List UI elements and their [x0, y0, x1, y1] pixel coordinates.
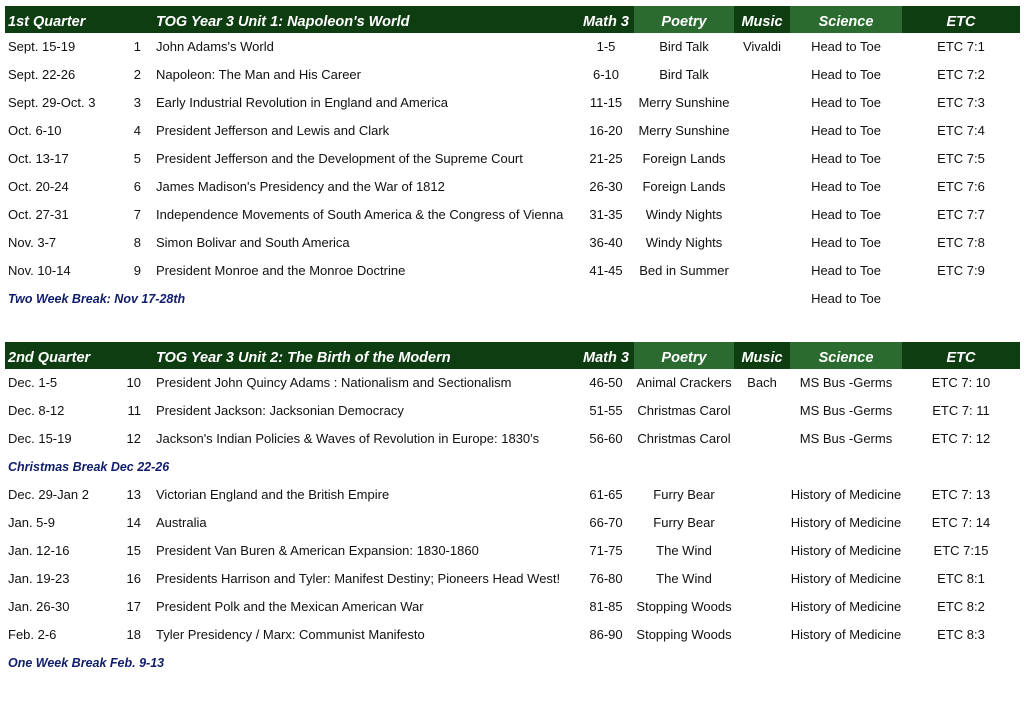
- music-composer: Vivaldi: [742, 39, 782, 54]
- table-row: [5, 509, 1020, 537]
- etc-lesson: ETC 8:1: [937, 571, 985, 586]
- math-lessons: 56-60: [589, 431, 623, 446]
- table-row: [5, 369, 1020, 397]
- q2-quarter-label: 2nd Quarter: [8, 350, 91, 366]
- etc-lesson: ETC 7: 13: [931, 487, 991, 502]
- week-date: Jan. 12-16: [8, 543, 70, 558]
- math-lessons: 31-35: [589, 207, 623, 222]
- etc-lesson: ETC 7:4: [937, 123, 985, 138]
- q2-unit-title: TOG Year 3 Unit 2: The Birth of the Modern: [156, 350, 451, 366]
- etc-lesson: ETC 7:6: [937, 179, 985, 194]
- math-lessons: 66-70: [589, 515, 623, 530]
- poetry-title: Stopping Woods: [636, 599, 732, 614]
- q1-math-header: Math 3: [583, 14, 629, 30]
- week-date: Oct. 6-10: [8, 123, 62, 138]
- science-topic: Head to Toe: [811, 151, 881, 166]
- poetry-title: Windy Nights: [645, 235, 723, 250]
- q1-schedule-table: [5, 6, 1020, 313]
- q1-quarter-label: 1st Quarter: [8, 14, 86, 30]
- week-date: Jan. 26-30: [8, 599, 70, 614]
- week-date: Oct. 27-31: [8, 207, 69, 222]
- science-topic: MS Bus -Germs: [799, 431, 893, 446]
- table-row: [5, 117, 1020, 145]
- break-label: Christmas Break Dec 22-26: [8, 460, 170, 474]
- poetry-title: Merry Sunshine: [638, 123, 730, 138]
- music-composer: [734, 89, 790, 117]
- break-row: [5, 285, 1020, 313]
- week-number: 14: [126, 515, 141, 530]
- break-label: One Week Break Feb. 9-13: [8, 656, 165, 670]
- poetry-title: The Wind: [656, 543, 712, 558]
- q2-math-header: Math 3: [583, 350, 629, 366]
- week-number: 4: [133, 123, 141, 138]
- science-topic: Head to Toe: [811, 123, 881, 138]
- etc-lesson: ETC 7:1: [937, 39, 985, 54]
- poetry-title: Bird Talk: [659, 39, 709, 54]
- etc-lesson: ETC 8:2: [937, 599, 985, 614]
- q1-music-header: Music: [741, 14, 783, 30]
- table-row: [5, 425, 1020, 453]
- music-composer: [734, 481, 790, 509]
- q2-poetry-header: Poetry: [634, 342, 734, 369]
- week-number: 17: [126, 599, 141, 614]
- etc-lesson: ETC 7: 11: [932, 403, 990, 418]
- etc-lesson: ETC 7:7: [937, 207, 985, 222]
- week-number: 8: [133, 235, 141, 250]
- table-row: [5, 565, 1020, 593]
- etc-lesson: ETC 7:5: [937, 151, 985, 166]
- week-number: 2: [133, 67, 141, 82]
- math-lessons: 21-25: [589, 151, 623, 166]
- week-number: 9: [133, 263, 141, 278]
- week-number: 11: [127, 403, 141, 418]
- table-row: [5, 481, 1020, 509]
- history-topic: Napoleon: The Man and His Career: [156, 67, 361, 82]
- table-row: [5, 621, 1020, 649]
- history-topic: President Jefferson and Lewis and Clark: [156, 123, 390, 138]
- week-date: Nov. 3-7: [8, 235, 57, 250]
- week-number: 15: [126, 543, 141, 558]
- history-topic: President John Quincy Adams : Nationalism and Sectionalism: [156, 375, 512, 390]
- history-topic: President Van Buren & American Expansion: 1830-1860: [156, 543, 479, 558]
- q2-header-row: [5, 342, 1020, 369]
- table-row: [5, 397, 1020, 425]
- week-date: Dec. 1-5: [8, 375, 58, 390]
- science-topic: History of Medicine: [790, 571, 902, 586]
- history-topic: President Jackson: Jacksonian Democracy: [156, 403, 404, 418]
- science-topic: Head to Toe: [811, 39, 881, 54]
- etc-lesson: ETC 7:8: [937, 235, 985, 250]
- week-number: 6: [133, 179, 141, 194]
- math-lessons: 6-10: [592, 67, 620, 82]
- break-row: [5, 649, 1020, 677]
- week-number: 10: [126, 375, 141, 390]
- week-number: 7: [133, 207, 141, 222]
- history-topic: Simon Bolivar and South America: [156, 235, 350, 250]
- math-lessons: 81-85: [589, 599, 623, 614]
- q1-science-header: Science: [790, 6, 902, 33]
- poetry-title: Foreign Lands: [642, 179, 726, 194]
- music-composer: [734, 509, 790, 537]
- q1-etc-header: ETC: [946, 14, 976, 30]
- week-number: 3: [133, 95, 141, 110]
- week-date: Feb. 2-6: [8, 627, 57, 642]
- q1-unit-title: TOG Year 3 Unit 1: Napoleon's World: [156, 14, 410, 30]
- science-topic: History of Medicine: [790, 515, 902, 530]
- math-lessons: 71-75: [589, 543, 623, 558]
- week-date: Dec. 29-Jan 2: [8, 487, 89, 502]
- music-composer: [734, 565, 790, 593]
- table-row: [5, 593, 1020, 621]
- science-topic: History of Medicine: [790, 599, 902, 614]
- history-topic: Independence Movements of South America & the Congress of Vienna: [156, 207, 564, 222]
- q1-poetry-header: Poetry: [634, 6, 734, 33]
- history-topic: Presidents Harrison and Tyler: Manifest Destiny; Pioneers Head West!: [156, 571, 561, 586]
- break-label: Two Week Break: Nov 17-28th: [8, 292, 186, 306]
- science-topic: Head to Toe: [811, 291, 881, 306]
- week-date: Sept. 29-Oct. 3: [8, 95, 96, 110]
- history-topic: Australia: [156, 515, 207, 530]
- q2-schedule-table: [5, 342, 1020, 677]
- week-number: 16: [126, 571, 141, 586]
- etc-lesson: ETC 7:15: [933, 543, 989, 558]
- week-date: Jan. 19-23: [8, 571, 70, 586]
- science-topic: History of Medicine: [790, 543, 902, 558]
- science-topic: History of Medicine: [790, 487, 902, 502]
- history-topic: James Madison's Presidency and the War of 1812: [156, 179, 445, 194]
- science-topic: Head to Toe: [811, 179, 881, 194]
- math-lessons: 1-5: [596, 39, 616, 54]
- week-date: Sept. 15-19: [8, 39, 76, 54]
- math-lessons: 41-45: [589, 263, 623, 278]
- math-lessons: 51-55: [589, 403, 623, 418]
- music-composer: [734, 173, 790, 201]
- history-topic: Victorian England and the British Empire: [156, 487, 390, 502]
- history-topic: President Monroe and the Monroe Doctrine: [156, 263, 406, 278]
- music-composer: [734, 537, 790, 565]
- science-topic: Head to Toe: [811, 207, 881, 222]
- science-topic: History of Medicine: [790, 627, 902, 642]
- table-row: [5, 61, 1020, 89]
- etc-lesson: ETC 7:9: [937, 263, 985, 278]
- math-lessons: 76-80: [589, 571, 623, 586]
- etc-lesson: ETC 7: 12: [931, 431, 991, 446]
- math-lessons: 26-30: [589, 179, 623, 194]
- music-composer: [734, 117, 790, 145]
- week-date: Nov. 10-14: [8, 263, 71, 278]
- poetry-title: Bird Talk: [659, 67, 709, 82]
- science-topic: Head to Toe: [811, 67, 881, 82]
- etc-lesson: ETC 8:3: [937, 627, 985, 642]
- music-composer: [734, 229, 790, 257]
- math-lessons: 46-50: [589, 375, 623, 390]
- music-composer: [734, 61, 790, 89]
- music-composer: [734, 425, 790, 453]
- history-topic: President Jefferson and the Development of the Supreme Court: [156, 151, 523, 166]
- history-topic: Early Industrial Revolution in England and America: [156, 95, 448, 110]
- music-composer: [734, 593, 790, 621]
- table-row: [5, 173, 1020, 201]
- etc-lesson: ETC 7:3: [937, 95, 985, 110]
- poetry-title: The Wind: [656, 571, 712, 586]
- poetry-title: Windy Nights: [645, 207, 723, 222]
- etc-lesson: ETC 7: 14: [931, 515, 991, 530]
- math-lessons: 11-15: [589, 95, 623, 110]
- science-topic: MS Bus -Germs: [799, 403, 893, 418]
- poetry-title: Animal Crackers: [636, 375, 732, 390]
- music-composer: [734, 397, 790, 425]
- week-number: 13: [126, 487, 141, 502]
- poetry-title: Christmas Carol: [637, 403, 731, 418]
- week-date: Dec. 8-12: [8, 403, 65, 418]
- poetry-title: Furry Bear: [653, 487, 715, 502]
- etc-lesson: ETC 7: 10: [931, 375, 991, 390]
- week-number: 12: [126, 431, 141, 446]
- week-date: Jan. 5-9: [8, 515, 55, 530]
- music-composer: [734, 621, 790, 649]
- history-topic: Tyler Presidency / Marx: Communist Manifesto: [156, 627, 425, 642]
- poetry-title: Bed in Summer: [639, 263, 729, 278]
- music-composer: [734, 201, 790, 229]
- week-date: Sept. 22-26: [8, 67, 76, 82]
- history-topic: President Polk and the Mexican American War: [156, 599, 424, 614]
- poetry-title: Christmas Carol: [637, 431, 731, 446]
- poetry-title: Stopping Woods: [636, 627, 732, 642]
- table-row: [5, 145, 1020, 173]
- table-row: [5, 229, 1020, 257]
- q2-science-header: Science: [790, 342, 902, 369]
- week-number: 18: [126, 627, 141, 642]
- history-topic: John Adams's World: [156, 39, 274, 54]
- music-composer: [734, 257, 790, 285]
- q1-header-row: [5, 6, 1020, 33]
- math-lessons: 36-40: [589, 235, 623, 250]
- week-date: Oct. 20-24: [8, 179, 69, 194]
- table-row: [5, 89, 1020, 117]
- week-date: Oct. 13-17: [8, 151, 69, 166]
- science-topic: Head to Toe: [811, 263, 881, 278]
- week-number: 5: [133, 151, 141, 166]
- math-lessons: 16-20: [589, 123, 623, 138]
- math-lessons: 61-65: [589, 487, 623, 502]
- table-row: [5, 257, 1020, 285]
- music-composer: Bach: [747, 375, 777, 390]
- table-row: [5, 33, 1020, 61]
- poetry-title: Merry Sunshine: [638, 95, 730, 110]
- music-composer: [734, 145, 790, 173]
- break-row: [5, 453, 1020, 481]
- science-topic: Head to Toe: [811, 95, 881, 110]
- table-row: [5, 537, 1020, 565]
- math-lessons: 86-90: [589, 627, 623, 642]
- week-number: 1: [133, 39, 141, 54]
- q2-etc-header: ETC: [946, 350, 976, 366]
- q2-music-header: Music: [741, 350, 783, 366]
- etc-lesson: ETC 7:2: [937, 67, 985, 82]
- week-date: Dec. 15-19: [8, 431, 72, 446]
- table-row: [5, 201, 1020, 229]
- history-topic: Jackson's Indian Policies & Waves of Revolution in Europe: 1830's: [156, 431, 540, 446]
- poetry-title: Furry Bear: [653, 515, 715, 530]
- poetry-title: Foreign Lands: [642, 151, 726, 166]
- science-topic: MS Bus -Germs: [799, 375, 893, 390]
- science-topic: Head to Toe: [811, 235, 881, 250]
